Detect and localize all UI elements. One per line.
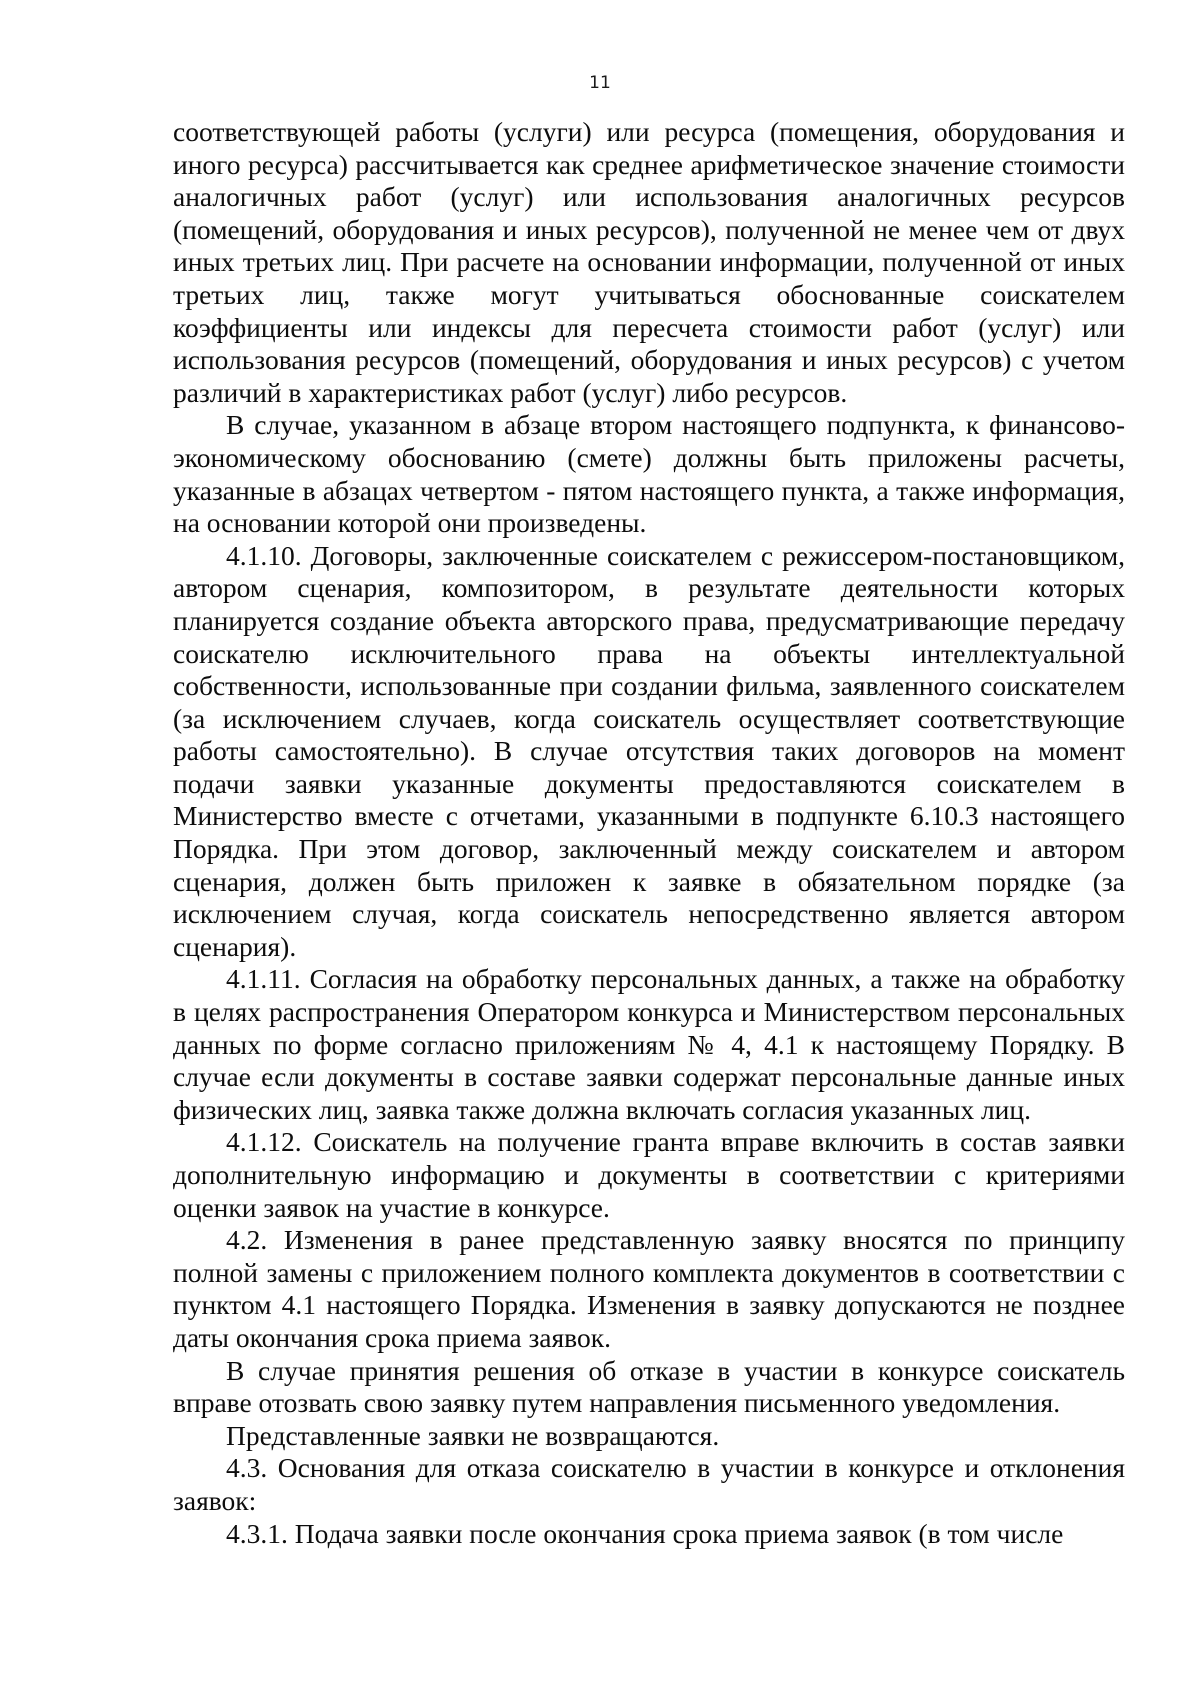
paragraph-not-returned: Представленные заявки не возвращаются. <box>226 1419 720 1451</box>
document-body <box>173 116 1125 1550</box>
paragraph-case-attachments: В случае, указанном в абзаце втором настоящего подпункта, к финансово-экономическому обоснованию (смете) должны быть приложены расчеты, указанные в абзацах четвертом - пятом настоящего пункта, а также информация, на основании которой они произведены. <box>173 409 1125 539</box>
paragraph-4-1-10: 4.1.10. Договоры, заключенные соискателем с режиссером-постановщиком, автором сценария, композитором, в результате деятельности которых планируется создание объекта авторского права, предусматривающие передачу соискателю исключительного права на объекты интеллектуальной собственности, использованные при создании фильма, заявленного соискателем (за исключением случаев, когда соискатель осуществляет соответствующие работы самостоятельно). В случае отсутствия таких договоров на момент подачи заявки указанные документы предоставляются соискателем в Министерство вместе с отчетами, указанными в подпункте 6.10.3 настоящего Порядка. При этом договор, заключенный между соискателем и автором сценария, должен быть приложен к заявке в обязательном порядке (за исключением случая, когда соискатель непосредственно является автором сценария). <box>173 539 1125 962</box>
paragraph-4-1-12: 4.1.12. Соискатель на получение гранта вправе включить в состав заявки дополнительную информацию и документы в соответствии с критериями оценки заявок на участие в конкурсе. <box>173 1126 1125 1223</box>
paragraph-4-3-1: 4.3.1. Подача заявки после окончания срока приема заявок (в том числе <box>226 1517 1064 1549</box>
paragraph-cost-calculation: соответствующей работы (услуги) или ресурса (помещения, оборудования и иного ресурса) рассчитывается как среднее арифметическое значение стоимости аналогичных работ (услуг) или использования аналогичных ресурсов (помещений, оборудования и иных ресурсов), полученной не менее чем от двух иных третьих лиц. При расчете на основании информации, полученной от иных третьих лиц, также могут учитываться обоснованные соискателем коэффициенты или индексы для пересчета стоимости работ (услуг) или использования ресурсов (помещений, оборудования и иных ресурсов) с учетом различий в характеристиках работ (услуг) либо ресурсов. <box>173 116 1125 408</box>
paragraph-4-2: 4.2. Изменения в ранее представленную заявку вносятся по принципу полной замены с приложением полного комплекта документов в соответствии с пунктом 4.1 настоящего Порядка. Изменения в заявку допускаются не позднее даты окончания срока приема заявок. <box>173 1224 1125 1353</box>
page-number: 11 <box>589 73 611 93</box>
paragraph-withdrawal: В случае принятия решения об отказе в участии в конкурсе соискатель вправе отозвать свою заявку путем направления письменного уведомления. <box>173 1354 1125 1419</box>
paragraph-4-1-11: 4.1.11. Согласия на обработку персональных данных, а также на обработку в целях распространения Оператором конкурса и Министерством персональных данных по форме согласно приложениям № 4, 4.1 к настоящему Порядку. В случае если документы в составе заявки содержат персональные данные иных физических лиц, заявка также должна включать согласия указанных лиц. <box>173 963 1125 1125</box>
paragraph-4-3: 4.3. Основания для отказа соискателю в участии в конкурсе и отклонения заявок: <box>173 1452 1125 1516</box>
